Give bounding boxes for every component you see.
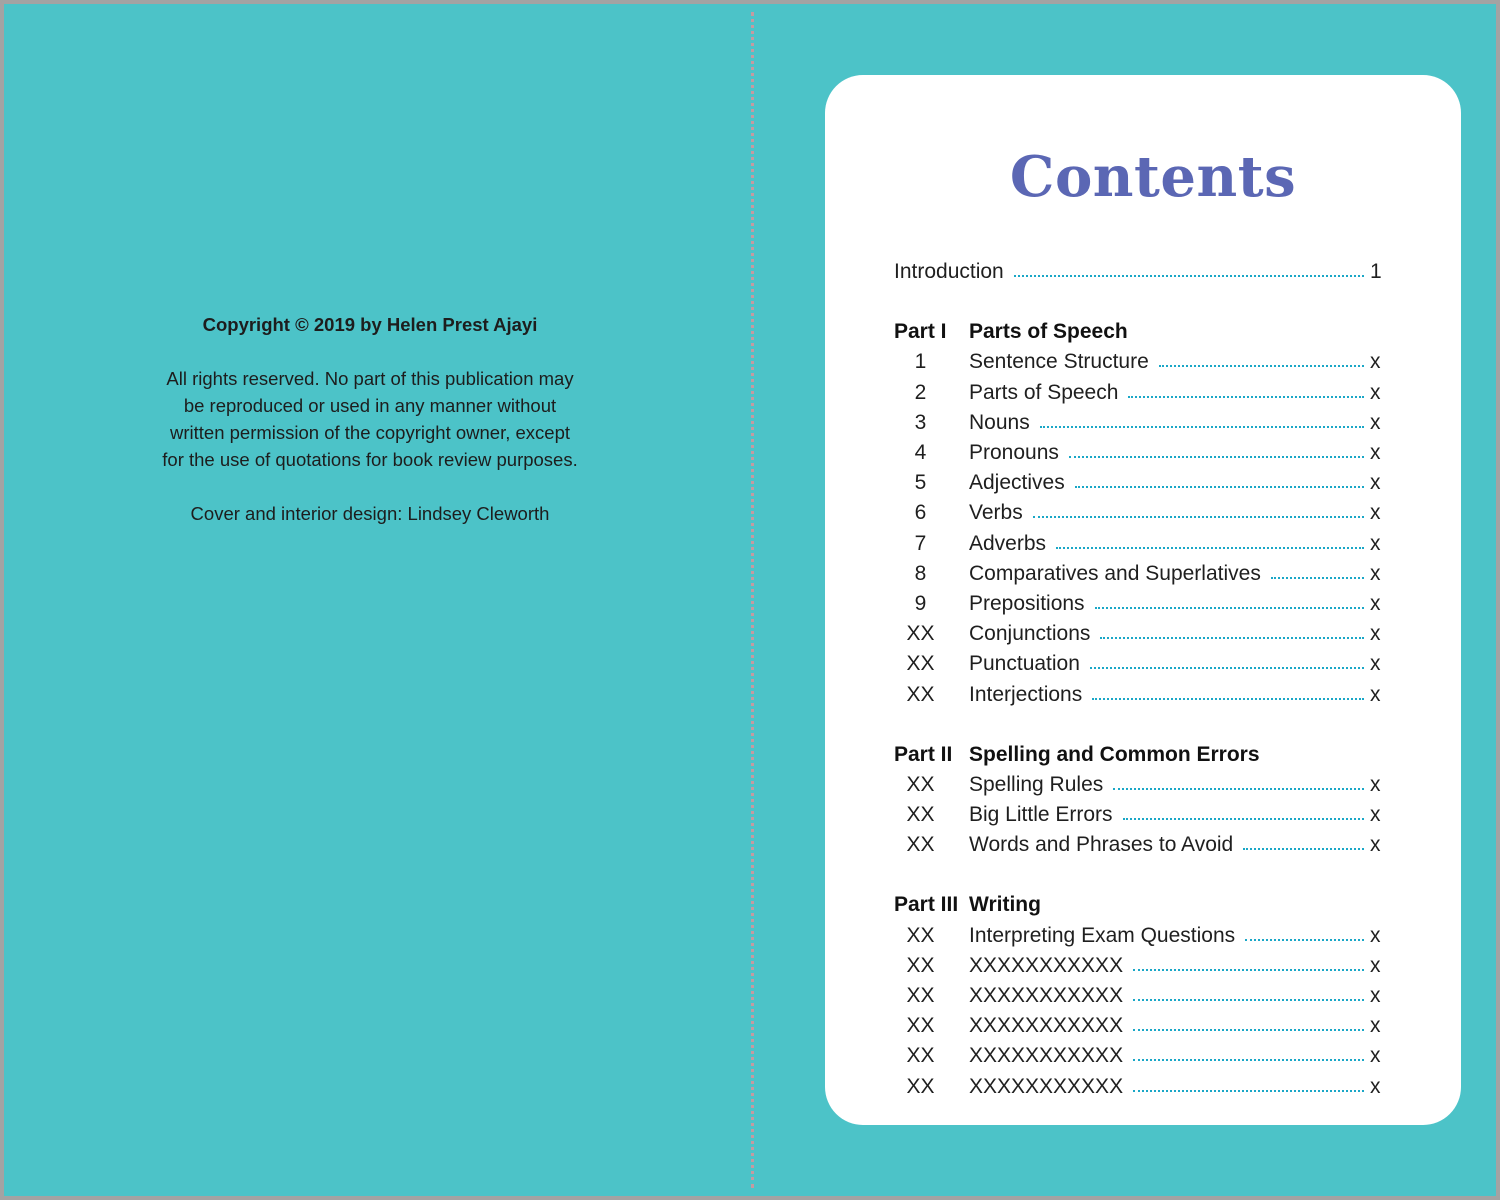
dot-leader [1133,969,1364,971]
toc-entry-number: XX [906,1044,935,1068]
toc-entry-number: XX [906,682,935,706]
toc-entry-page: x [1370,682,1381,706]
toc-entry-number: XX [906,772,935,796]
toc-entry[interactable] [894,347,1380,377]
dot-leader [1128,396,1364,398]
copyright-block [144,311,596,527]
toc-entry-title: Big Little Errors [969,803,1113,827]
toc-part-heading[interactable] [894,890,1380,920]
toc-entry-title: Interpreting Exam Questions [969,923,1236,947]
toc-part-label: Part II [894,742,953,766]
dot-leader [1056,547,1364,549]
toc-entry-number: XX [906,1074,935,1098]
toc-entry-number: 1 [914,350,927,374]
toc-entry-page: x [1370,471,1381,495]
toc-entry-number: 3 [914,410,927,434]
toc-entry-page: x [1370,1014,1381,1038]
toc-entry-title: Introduction [894,260,1004,284]
contents-title: Contents [1009,144,1297,210]
dot-leader [1133,999,1364,1001]
toc-part-label: Part III [894,893,959,917]
page-gutter-divider [751,12,754,1188]
toc-entry-page: x [1370,1044,1381,1068]
toc-entry-title: Conjunctions [969,622,1091,646]
toc-entry-title: Words and Phrases to Avoid [969,833,1234,857]
toc-entry[interactable] [894,921,1380,951]
toc-entry-page: x [1370,501,1381,525]
toc-entry-title: Adjectives [969,471,1065,495]
dot-leader [1069,456,1364,458]
toc-part-heading[interactable] [894,317,1380,347]
dot-leader [1033,516,1364,518]
toc-entry-number: 8 [914,561,927,585]
toc-entry-title: XXXXXXXXXXX [969,1074,1124,1098]
toc-entry-number: XX [906,923,935,947]
dot-leader [1243,848,1364,850]
toc-part-title: Writing [969,893,1041,917]
dot-leader [1075,486,1364,488]
dot-leader [1133,1029,1364,1031]
toc-entry-page: x [1370,350,1381,374]
toc-entry-number: XX [906,803,935,827]
toc-entry-page: x [1370,531,1381,555]
toc-part-title: Spelling and Common Errors [969,742,1260,766]
toc-entry-number: 5 [914,471,927,495]
toc-entry[interactable] [894,1072,1380,1102]
dot-leader [1123,818,1364,820]
dot-leader [1113,788,1364,790]
toc-entry[interactable] [894,951,1380,981]
toc-entry-title: Nouns [969,410,1030,434]
toc-entry-title: Adverbs [969,531,1047,555]
toc-entry-page: x [1370,591,1381,615]
toc-entry[interactable] [894,408,1380,438]
toc-entry-page: x [1370,652,1381,676]
toc-entry[interactable] [894,529,1380,559]
toc-entry-title: Spelling Rules [969,772,1104,796]
toc-entry[interactable] [894,498,1380,528]
toc-entry-page: x [1370,953,1381,977]
toc-part-heading[interactable] [894,740,1380,770]
rights-line: written permission of the copyright owner, except [170,422,570,443]
toc-entry[interactable] [894,679,1380,709]
toc-entry-page: x [1370,410,1381,434]
toc-entry[interactable] [894,800,1380,830]
toc-entry-number: XX [906,622,935,646]
design-credit: Cover and interior design: Lindsey Cleworth [190,503,550,524]
toc-entry-page: x [1370,772,1381,796]
dot-leader [1133,1059,1364,1061]
toc-entry-title: Punctuation [969,652,1080,676]
toc-entry-number: 7 [914,531,927,555]
toc-entry[interactable] [894,438,1380,468]
contents-page-card [825,75,1461,1125]
toc-entry-page: x [1370,622,1381,646]
toc-entry-title: Comparatives and Superlatives [969,561,1261,585]
toc-entry-title: XXXXXXXXXXX [969,984,1124,1008]
toc-entry-number: XX [906,953,935,977]
toc-entry-title: Pronouns [969,441,1059,465]
dot-leader [1040,426,1364,428]
dot-leader [1245,939,1364,941]
dot-leader [1014,275,1364,277]
copyright-notice: Copyright © 2019 by Helen Prest Ajayi [202,314,538,335]
toc-entry-number: XX [906,652,935,676]
toc-entry-number: 9 [914,591,927,615]
toc-entry-title: XXXXXXXXXXX [969,953,1124,977]
toc-entry[interactable] [894,981,1380,1011]
toc-entry-page: x [1370,1074,1381,1098]
toc-entry-title: XXXXXXXXXXX [969,1044,1124,1068]
dot-leader [1090,667,1364,669]
toc-entry-title: Verbs [969,501,1023,525]
dot-leader [1092,698,1364,700]
copyright-page [4,4,749,1196]
toc-entry[interactable] [894,559,1380,589]
toc-entry[interactable] [894,1041,1380,1071]
dot-leader [1271,577,1364,579]
toc-part-title: Parts of Speech [969,320,1128,344]
toc-entry-page: x [1370,984,1381,1008]
toc-entry-page: x [1370,803,1381,827]
toc-entry-introduction[interactable] [894,257,1380,287]
toc-entry-page: x [1370,561,1381,585]
toc-entry-number: XX [906,984,935,1008]
rights-line: be reproduced or used in any manner without [183,395,557,416]
dot-leader [1095,607,1364,609]
toc-entry[interactable] [894,1011,1380,1041]
toc-entry-page: x [1370,441,1381,465]
toc-entry-number: 4 [914,441,927,465]
toc-entry-number: 6 [914,501,927,525]
toc-part-label: Part I [894,320,947,344]
toc-entry-page: 1 [1370,260,1382,284]
toc-entry[interactable] [894,830,1380,860]
toc-entry-title: XXXXXXXXXXX [969,1014,1124,1038]
toc-entry-title: Sentence Structure [969,350,1149,374]
toc-entry-title: Parts of Speech [969,380,1119,404]
toc-entry-number: 2 [914,380,927,404]
rights-line: All rights reserved. No part of this publication may [166,368,574,389]
toc-entry-page: x [1370,833,1381,857]
toc-entry[interactable] [894,770,1380,800]
toc-entry[interactable] [894,378,1380,408]
toc-entry-number: XX [906,1014,935,1038]
toc-entry-page: x [1370,380,1381,404]
dot-leader [1159,365,1364,367]
rights-statement [144,365,596,473]
table-of-contents [894,256,1380,1102]
dot-leader [1133,1090,1364,1092]
rights-line: for the use of quotations for book review purposes. [162,449,578,470]
toc-entry-title: Prepositions [969,591,1085,615]
dot-leader [1100,637,1364,639]
toc-entry[interactable] [894,468,1380,498]
toc-entry-number: XX [906,833,935,857]
toc-entry[interactable] [894,619,1380,649]
toc-entry-page: x [1370,923,1381,947]
toc-entry[interactable] [894,649,1380,679]
toc-entry-title: Interjections [969,682,1083,706]
toc-entry[interactable] [894,589,1380,619]
